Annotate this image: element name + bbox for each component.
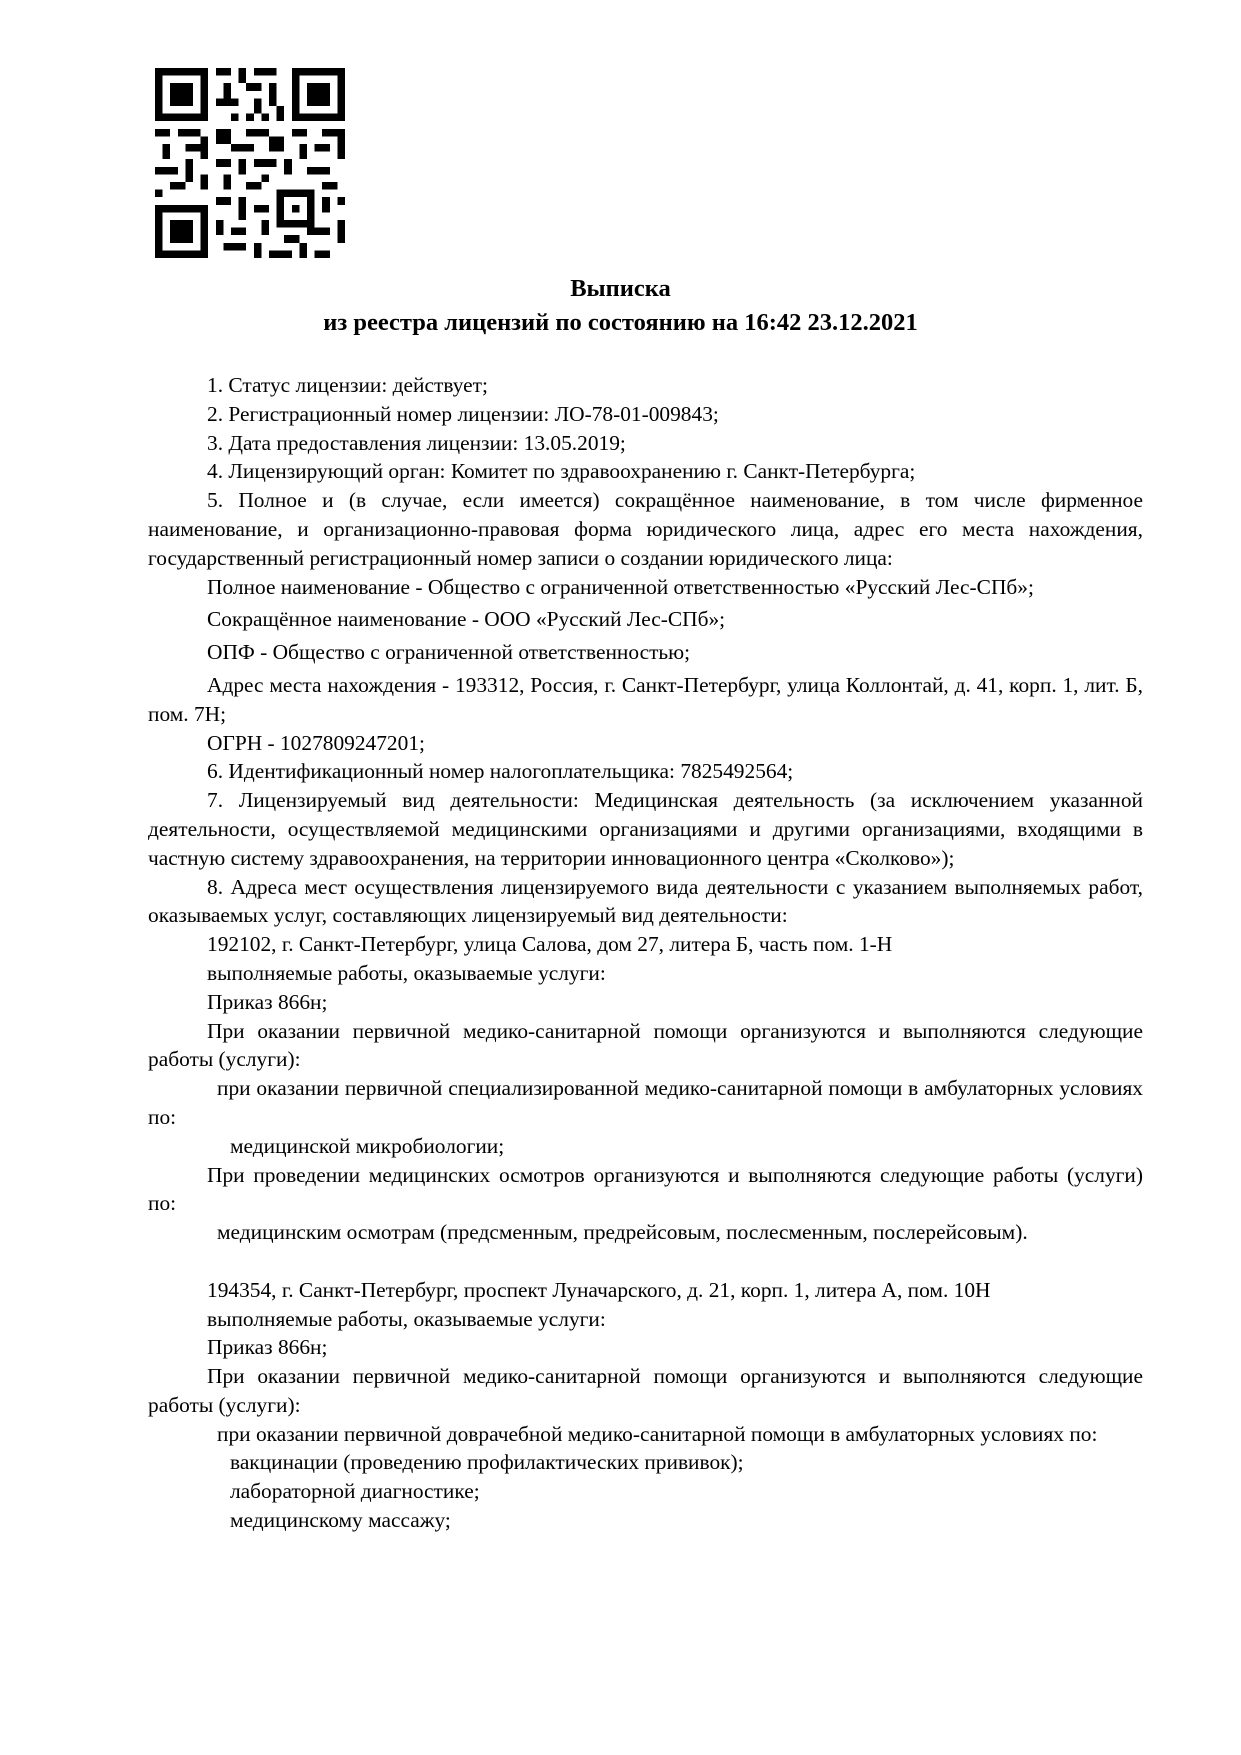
- license-authority: 4. Лицензирующий орган: Комитет по здравоохранению г. Санкт-Петербурга;: [207, 459, 916, 484]
- place1-order: Приказ 866н;: [207, 989, 328, 1014]
- place1-specialized-care: при оказании первичной специализированной медико-санитарной помощи в амбулаторных условиях по:: [148, 1076, 1143, 1129]
- organization-full-name: Полное наименование - Общество с ограниченной ответственностью «Русский Лес-СПб»;: [207, 574, 1034, 599]
- place1-works-label: выполняемые работы, оказываемые услуги:: [207, 960, 606, 985]
- place2-prehospital-care: при оказании первичной доврачебной медико-санитарной помощи в амбулаторных условиях по:: [217, 1421, 1098, 1446]
- place2-massage: медицинскому массажу;: [230, 1508, 451, 1533]
- license-reg-number: 2. Регистрационный номер лицензии: ЛО-78-01-009843;: [207, 401, 719, 426]
- organization-ogrn: ОГРН - 1027809247201;: [207, 730, 425, 755]
- place2-order: Приказ 866н;: [207, 1335, 328, 1360]
- document-body: [148, 371, 1143, 1535]
- place2-vaccination: вакцинации (проведению профилактических прививок);: [230, 1450, 744, 1475]
- activity-places-heading: 8. Адреса мест осуществления лицензируемого вида деятельности с указанием выполняемых работ, оказываемых услуг, составляющих лицензируемый вид деятельности:: [148, 874, 1143, 928]
- organization-opf: ОПФ - Общество с ограниченной ответственностью;: [207, 640, 691, 665]
- section-gap: [148, 1247, 1143, 1276]
- license-date: 3. Дата предоставления лицензии: 13.05.2019;: [207, 430, 626, 455]
- organization-address: Адрес места нахождения - 193312, Россия, г. Санкт-Петербург, улица Коллонтай, д. 41, корп. 1, лит. Б, пом. 7Н;: [148, 672, 1143, 726]
- place1-medical-exams: При проведении медицинских осмотров организуются и выполняются следующие работы (услуги) по:: [148, 1162, 1143, 1216]
- place2-address: 194354, г. Санкт-Петербург, проспект Луначарского, д. 21, корп. 1, литера А, пом. 10Н: [207, 1277, 991, 1302]
- document-title: Выписка: [570, 275, 671, 302]
- document-subtitle: из реестра лицензий по состоянию на 16:42 23.12.2021: [323, 309, 918, 336]
- organization-name-heading: 5. Полное и (в случае, если имеется) сокращённое наименование, в том числе фирменное наименование, и организационно-правовая форма юридического лица, адрес его места нахождения, государственный регистрационный номер записи о создании юридического лица:: [148, 488, 1143, 570]
- place1-exams-list: медицинским осмотрам (предсменным, предрейсовым, послесменным, послерейсовым).: [217, 1220, 1028, 1245]
- place2-lab-diagnostics: лабораторной диагностике;: [230, 1479, 480, 1504]
- taxpayer-id: 6. Идентификационный номер налогоплательщика: 7825492564;: [207, 759, 794, 784]
- license-status: 1. Статус лицензии: действует;: [207, 373, 488, 397]
- place1-primary-care: При оказании первичной медико-санитарной помощи организуются и выполняются следующие работы (услуги):: [148, 1018, 1143, 1072]
- place1-microbiology: медицинской микробиологии;: [230, 1133, 505, 1158]
- qr-code: [155, 68, 345, 258]
- place1-address: 192102, г. Санкт-Петербург, улица Салова, дом 27, литера Б, часть пом. 1-Н: [207, 932, 893, 957]
- place2-primary-care: При оказании первичной медико-санитарной помощи организуются и выполняются следующие работы (услуги):: [148, 1364, 1143, 1417]
- organization-short-name: Сокращённое наименование - ООО «Русский Лес-СПб»;: [207, 607, 726, 632]
- place2-works-label: выполняемые работы, оказываемые услуги:: [207, 1306, 606, 1331]
- licensed-activity: 7. Лицензируемый вид деятельности: Медицинская деятельность (за исключением указанной деятельности, осуществляемой медицинскими организациями и другими организациями, входящими в частную систему здравоохранения, на территории инновационного центра «Сколково»);: [148, 788, 1143, 870]
